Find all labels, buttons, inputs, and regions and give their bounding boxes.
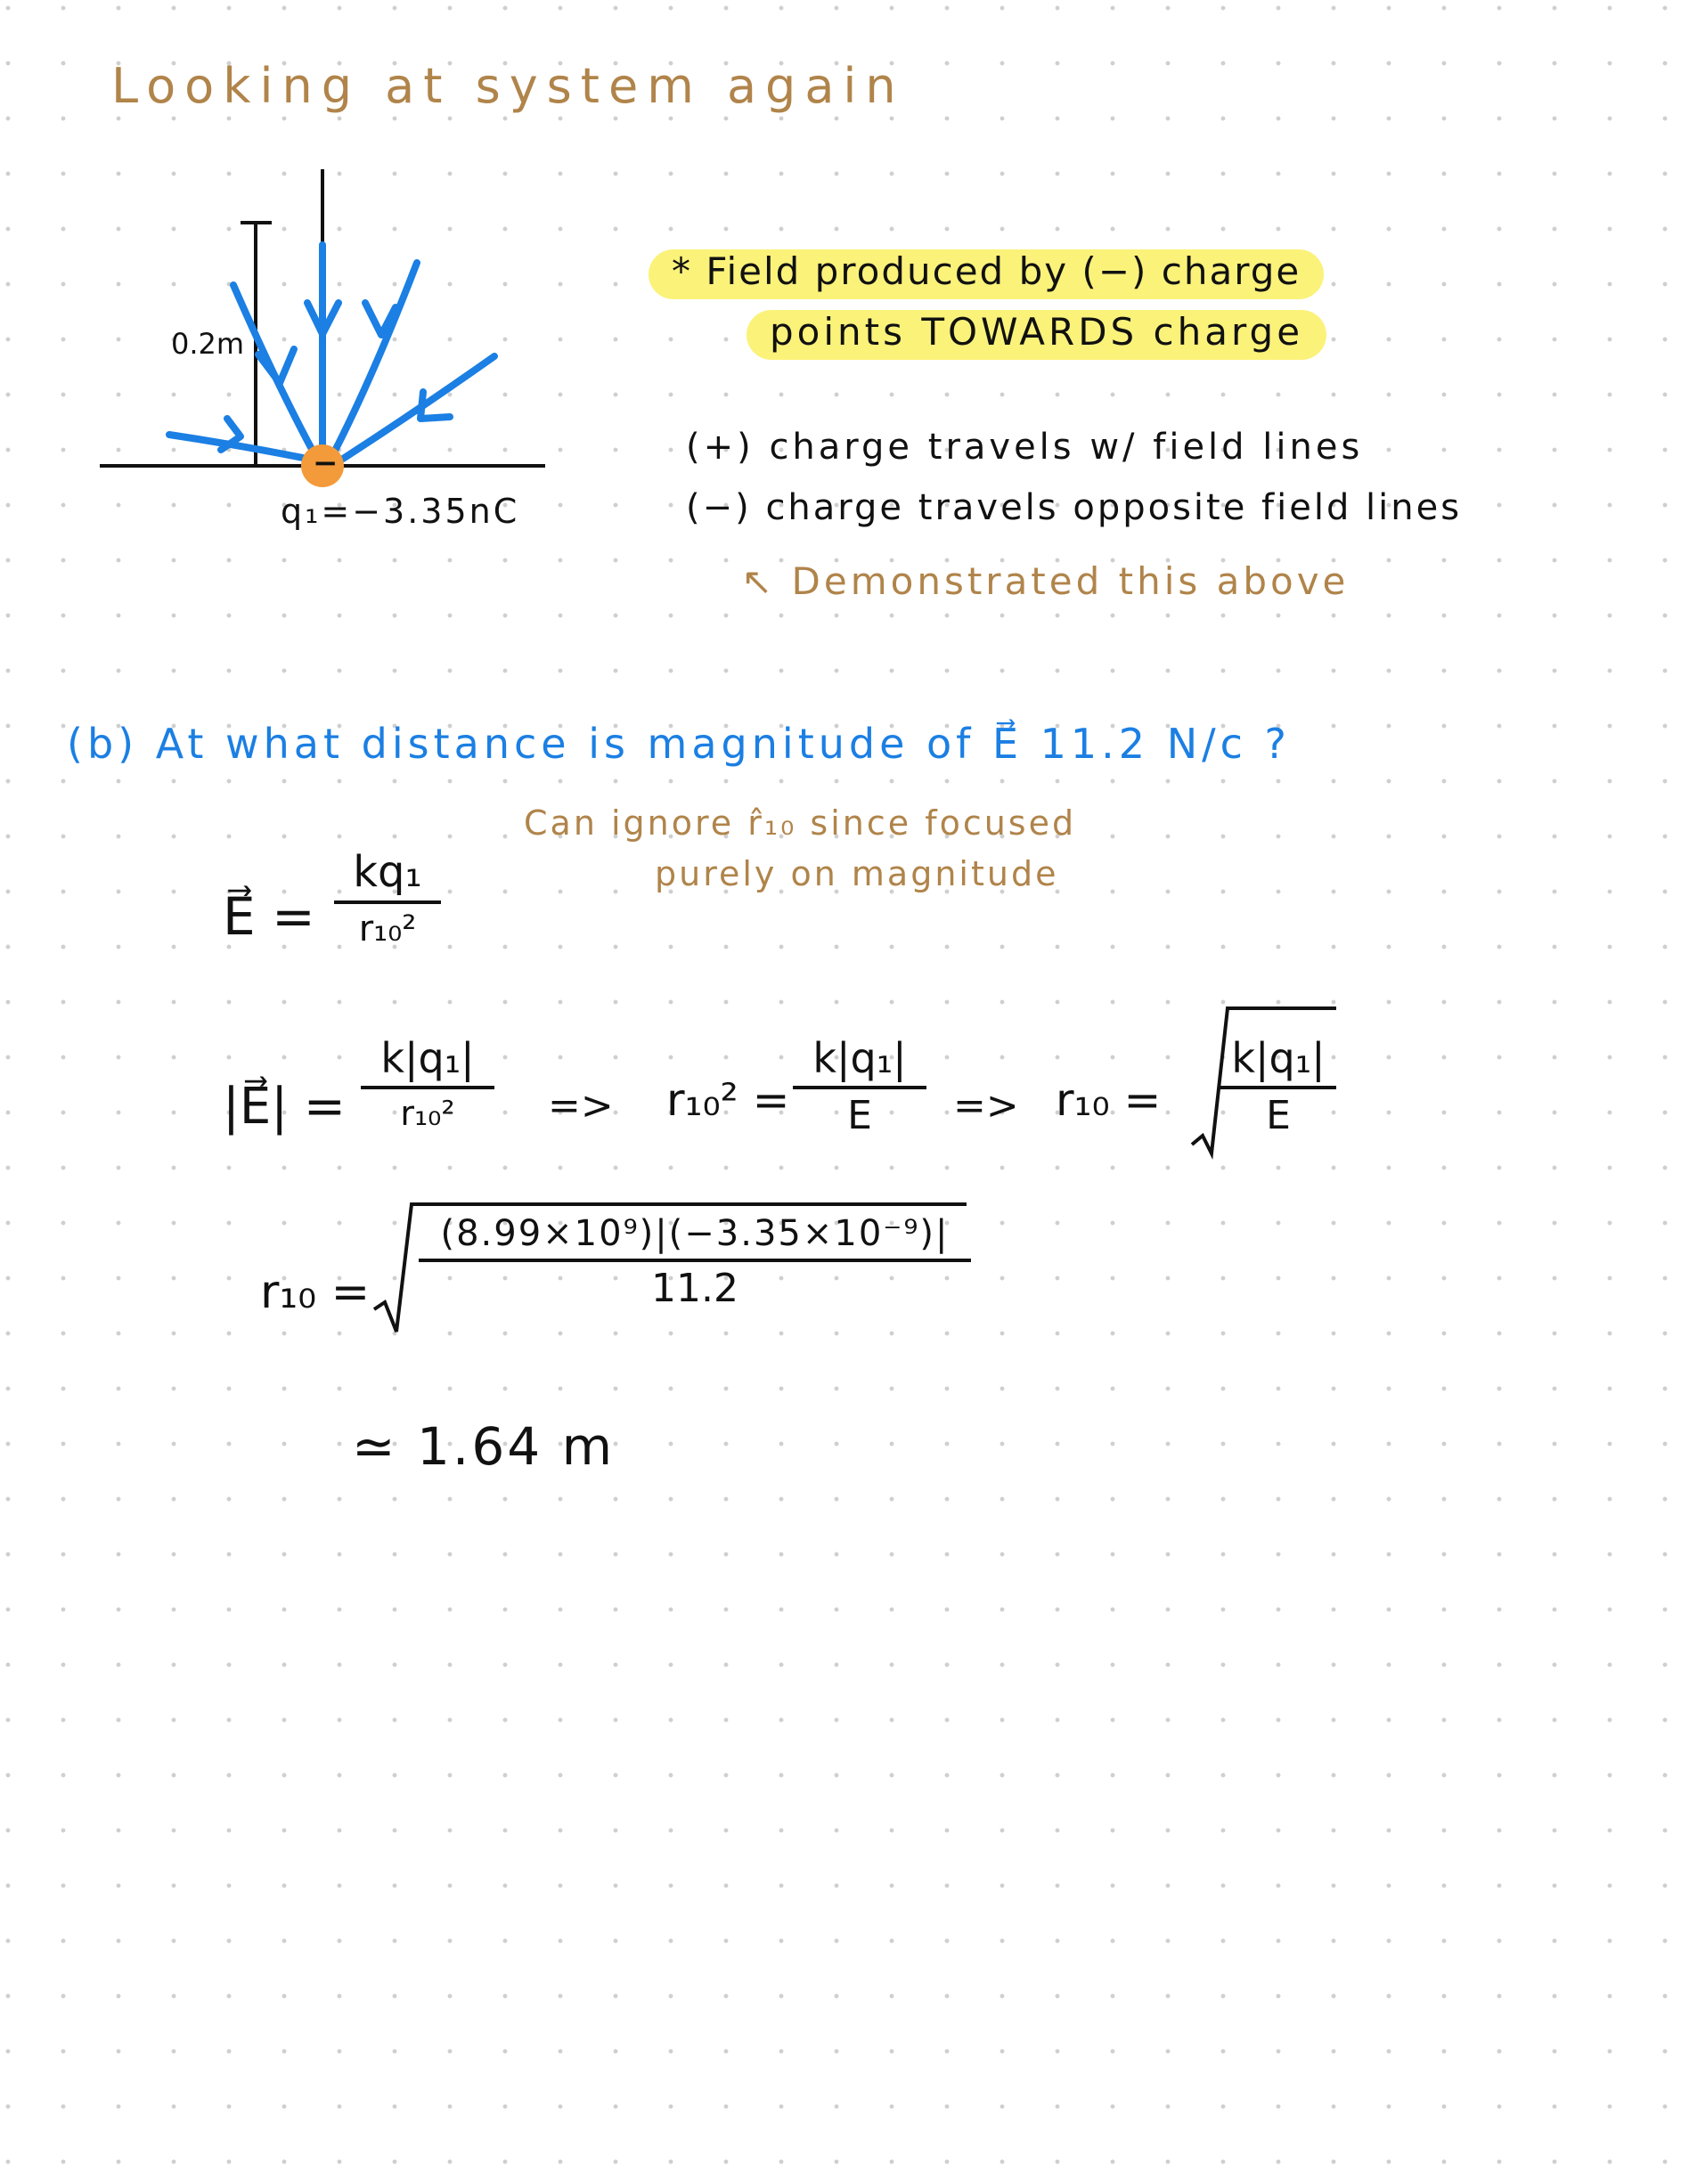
- r-denominator: E: [1266, 1093, 1291, 1138]
- e-field-lhs: E⃗ =: [223, 886, 315, 947]
- magnitude-denominator: r₁₀²: [400, 1094, 455, 1133]
- highlight-note-line1: * Field produced by (−) charge: [649, 249, 1324, 299]
- magnitude-numerator: k|q₁|: [380, 1034, 475, 1082]
- charge-label: q₁=−3.35nC: [281, 492, 520, 531]
- r-squared-denominator: E: [847, 1093, 872, 1138]
- aside-note-line1: Can ignore r̂₁₀ since focused: [524, 803, 1077, 843]
- page-heading: Looking at system again: [111, 58, 905, 114]
- substitution-lhs: r₁₀ =: [260, 1266, 371, 1319]
- r-squared-lhs: r₁₀² =: [666, 1074, 790, 1126]
- part-b-question: (b) At what distance is magnitude of E⃗ 11.2 N/c ?: [67, 720, 1291, 768]
- r-numerator: k|q₁|: [1231, 1034, 1326, 1082]
- implies-arrow-2: =>: [953, 1083, 1019, 1129]
- implies-arrow-1: =>: [548, 1083, 614, 1129]
- highlight-note-line2: points TOWARDS charge: [747, 310, 1326, 360]
- magnitude-lhs: |E⃗| =: [223, 1078, 346, 1136]
- substitution-denominator: 11.2: [651, 1266, 738, 1311]
- r-lhs: r₁₀ =: [1056, 1074, 1162, 1126]
- demonstrated-note: ↖ Demonstrated this above: [741, 559, 1350, 603]
- fraction-bar: [419, 1259, 971, 1262]
- e-field-numerator: kq₁: [353, 847, 422, 897]
- negative-charge-rule: (−) charge travels opposite field lines: [686, 487, 1463, 528]
- e-field-denominator: r₁₀²: [358, 909, 417, 949]
- result-value: ≃ 1.64 m: [352, 1416, 616, 1477]
- aside-note-line2: purely on magnitude: [655, 854, 1059, 893]
- substitution-fraction: [419, 1213, 971, 1311]
- substitution-numerator: (8.99×10⁹)|(−3.35×10⁻⁹)|: [440, 1213, 950, 1254]
- distance-label: 0.2m: [171, 327, 245, 361]
- r-squared-numerator: k|q₁|: [812, 1034, 907, 1082]
- charge-sign: −: [313, 445, 339, 481]
- positive-charge-rule: (+) charge travels w/ field lines: [686, 427, 1364, 468]
